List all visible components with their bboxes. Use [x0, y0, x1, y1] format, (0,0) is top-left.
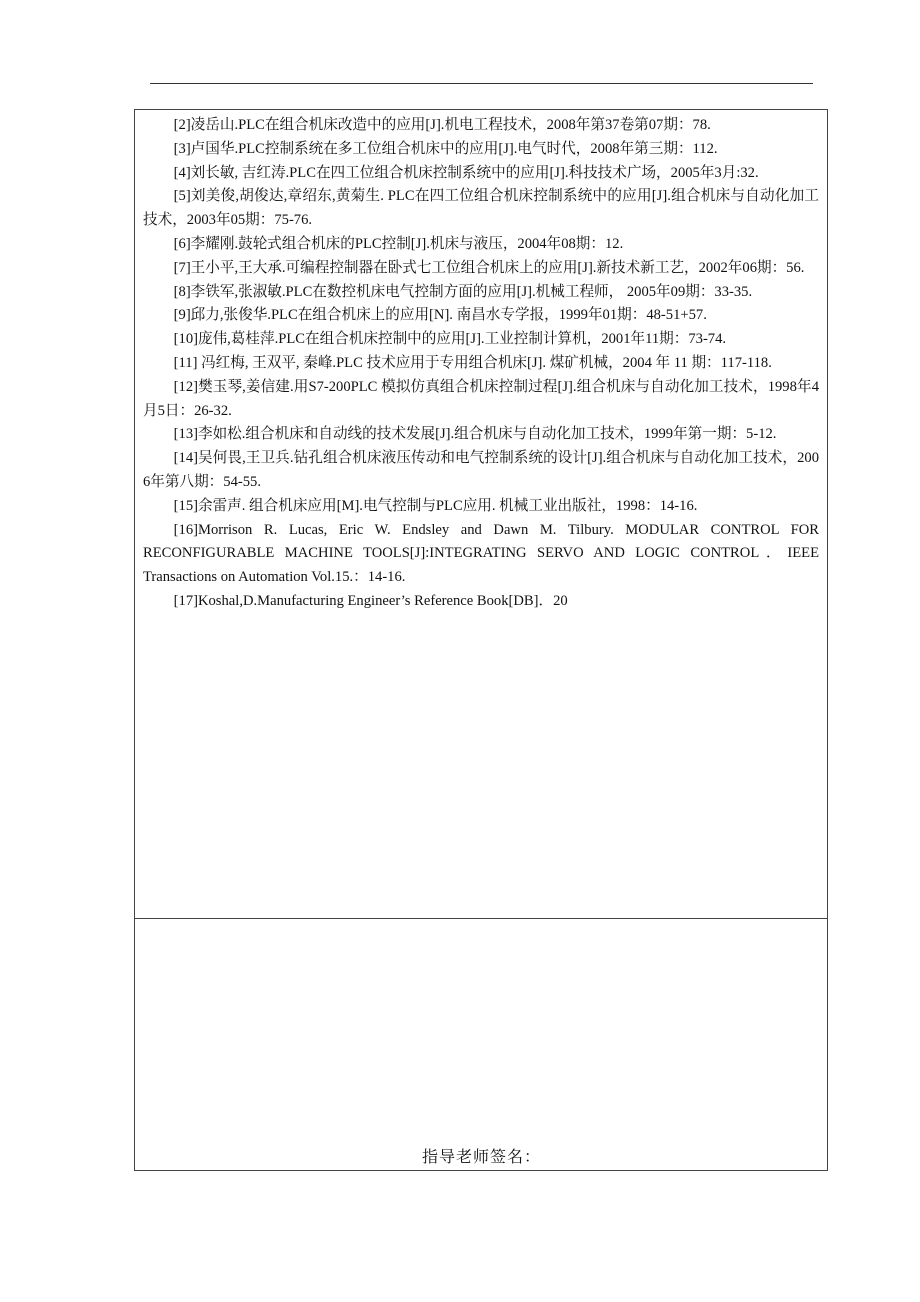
reference-item: [16]Morrison R. Lucas, Eric W. Endsley and Dawn M. Tilbury. MODULAR CONTROL FOR RECONFIGURABLE MACHINE TOOLS[J]:INTEGRATING SERVO AND LOGIC CONTROL．IEEE Transactions on Automation Vol.15.：14-16.: [143, 521, 819, 586]
reference-item: [10]庞伟,葛桂萍.PLC在组合机床控制中的应用[J].工业控制计算机，2001年11期：73-74.: [173, 331, 727, 348]
reference-item: [6]李耀刚.鼓轮式组合机床的PLC控制[J].机床与液压，2004年08期：12.: [173, 235, 624, 252]
reference-item: [11] 冯红梅, 王双平, 秦峰.PLC 技术应用于专用组合机床[J]. 煤矿机械，2004 年 11 期：117-118.: [173, 354, 772, 371]
reference-item: [7]王小平,王大承.可编程控制器在卧式七工位组合机床上的应用[J].新技术新工艺，2002年06期：56.: [173, 259, 805, 276]
signature-cell: [135, 919, 827, 1170]
reference-item: [5]刘美俊,胡俊达,章绍东,黄菊生. PLC在四工位组合机床控制系统中的应用[J].组合机床与自动化加工技术，2003年05期：75-76.: [143, 188, 819, 229]
reference-item: [4]刘长敏, 吉红涛.PLC在四工位组合机床控制系统中的应用[J].科技技术广场，2005年3月:32.: [173, 164, 759, 181]
advisor-signature-label: 指导老师签名：: [422, 1149, 542, 1166]
reference-item: [12]樊玉琴,姜信建.用S7-200PLC 模拟仿真组合机床控制过程[J].组合机床与自动化加工技术，1998年4月5日：26-32.: [143, 378, 819, 419]
reference-item: [13]李如松.组合机床和自动线的技术发展[J].组合机床与自动化加工技术，1999年第一期：5-12.: [173, 426, 777, 443]
reference-item: [17]Koshal,D.Manufacturing Engineer’s Reference Book[DB]．20: [173, 592, 568, 609]
reference-item: [14]吴何畏,王卫兵.钻孔组合机床液压传动和电气控制系统的设计[J].组合机床与自动化加工技术，2006年第八期：54-55.: [143, 450, 819, 490]
header-rule: [150, 83, 813, 84]
form-table: [134, 109, 828, 1171]
reference-item: [9]邱力,张俊华.PLC在组合机床上的应用[N]. 南昌水专学报，1999年01期：48-51+57.: [173, 307, 707, 324]
reference-item: [2]凌岳山.PLC在组合机床改造中的应用[J].机电工程技术，2008年第37卷第07期：78.: [173, 117, 711, 133]
references-cell: [135, 110, 827, 919]
reference-item: [3]卢国华.PLC控制系统在多工位组合机床中的应用[J].电气时代，2008年第三期：112.: [173, 140, 718, 157]
reference-item: [15]余雷声. 组合机床应用[M].电气控制与PLC应用. 机械工业出版社，1998：14-16.: [173, 497, 698, 514]
reference-item: [8]李铁军,张淑敏.PLC在数控机床电气控制方面的应用[J].机械工程师， 2005年09期：33-35.: [173, 283, 753, 300]
